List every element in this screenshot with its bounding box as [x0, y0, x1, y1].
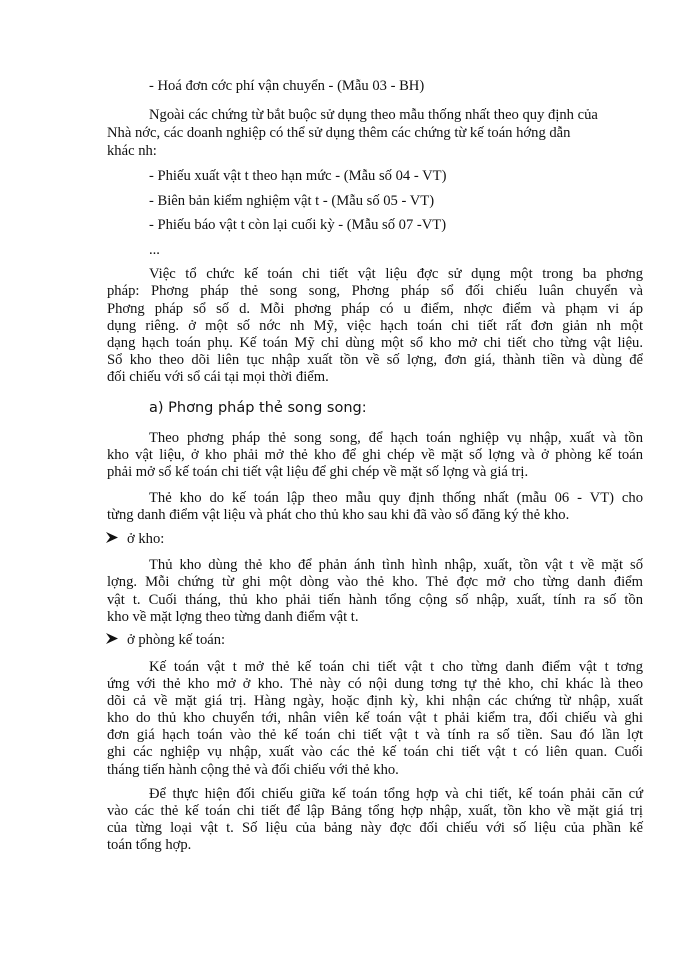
- paragraph-line: dạng hạch toán phụ. Kế toán Mỹ chỉ dùng một sổ kho mở chi tiết cho từng vật liệu.: [107, 335, 643, 351]
- ellipsis-line: ...: [149, 242, 160, 258]
- subsection-label: ở kho:: [127, 531, 165, 547]
- paragraph-line: Thẻ kho do kế toán lập theo mẫu quy định thống nhất (mẫu 06 - VT) cho: [149, 490, 643, 506]
- paragraph-line: Ngoài các chứng từ bắt buộc sử dụng theo mẫu thống nhất theo quy định của: [149, 107, 598, 123]
- paragraph-line: Theo phơng pháp thẻ song song, để hạch toán nghiệp vụ nhập, xuất và tồn: [149, 430, 643, 446]
- paragraph-line: kho do thủ kho chuyển tới, nhân viên kế toán vật t phải kiểm tra, đối chiếu và ghi: [107, 710, 643, 726]
- paragraph-line: Thủ kho dùng thẻ kho để phản ánh tình hình nhập, xuất, tồn vật t về mặt số: [149, 557, 643, 573]
- arrow-bullet-icon: [105, 632, 119, 651]
- paragraph-line: ứng với thẻ kho mở ở kho. Thẻ này có nội dung tơng tự thẻ kho, chỉ khác là theo: [107, 676, 643, 692]
- paragraph-line: dụng riêng. ở một số nớc nh Mỹ, việc hạch toán chi tiết rất đơn giản nh một: [107, 318, 643, 334]
- paragraph-line: Để thực hiện đối chiếu giữa kế toán tổng hợp và chi tiết, kế toán phải căn cứ: [149, 786, 643, 802]
- paragraph-line: Phơng pháp sổ số d. Mỗi phơng pháp có u điểm, nhợc điểm và phạm vi áp: [107, 301, 643, 317]
- paragraph-line: Kế toán vật t mở thẻ kế toán chi tiết vật t cho từng danh điểm vật t tơng: [149, 659, 643, 675]
- list-item: - Phiếu báo vật t còn lại cuối kỳ - (Mẫu số 07 -VT): [149, 217, 447, 233]
- paragraph-line: Sổ kho theo dõi liên tục nhập xuất tồn về số lợng, đơn giá, thành tiền và dùng để: [107, 352, 643, 368]
- paragraph-line: lợng. Mỗi chứng từ ghi một dòng vào thẻ kho. Thẻ đợc mở cho từng danh điểm: [107, 574, 643, 590]
- paragraph-line: kho vật liệu, ở kho phải mở thẻ kho để ghi chép về mặt số lợng và ở phòng kế toán: [107, 447, 643, 463]
- subsection-label: ở phòng kế toán:: [127, 632, 226, 648]
- paragraph-line: kho về mặt lợng theo từng danh điểm vật t.: [107, 609, 359, 625]
- paragraph-line: đơn giá hạch toán vào thẻ kế toán chi tiết vật t và tính ra số tiền. Sau đó lần lợt: [107, 727, 643, 743]
- paragraph-line: Việc tổ chức kế toán chi tiết vật liệu đợc sử dụng một trong ba phơng: [149, 266, 643, 282]
- paragraph-line: vật t. Cuối tháng, thủ kho phải tiến hành tổng cộng số nhập, xuất, tính ra số tồn: [107, 592, 643, 608]
- paragraph-line: pháp: Phơng pháp thẻ song song, Phơng pháp sổ đối chiếu luân chuyển và: [107, 283, 643, 299]
- paragraph-line: đối chiếu với sổ cái tại mọi thời điểm.: [107, 369, 329, 385]
- section-heading: a) Phơng pháp thẻ song song:: [149, 400, 367, 416]
- paragraph-line: từng danh điểm vật liệu và phát cho thủ kho sau khi đã vào sổ đăng ký thẻ kho.: [107, 507, 570, 523]
- paragraph-line: toán tổng hợp.: [107, 837, 192, 853]
- arrow-bullet-icon: [105, 531, 119, 550]
- paragraph-line: khác nh:: [107, 143, 157, 159]
- list-item: - Biên bản kiểm nghiệm vật t - (Mẫu số 05 - VT): [149, 193, 435, 209]
- list-item: - Hoá đơn cớc phí vận chuyển - (Mẫu 03 - BH): [149, 78, 425, 94]
- paragraph-line: ghi các nghiệp vụ nhập, xuất vào các thẻ kế toán chi tiết vật t có liên quan. Cuối: [107, 744, 643, 760]
- paragraph-line: tháng tiến hành cộng thẻ và đối chiếu với thẻ kho.: [107, 762, 399, 778]
- paragraph-line: phải mở sổ kế toán chi tiết vật liệu để ghi chép về mặt số lợng và giá trị.: [107, 464, 529, 480]
- paragraph-line: Nhà nớc, các doanh nghiệp có thể sử dụng thêm các chứng từ kế toán hớng dẫn: [107, 125, 571, 141]
- paragraph-line: của từng loại vật t. Số liệu của bảng này đợc đối chiếu với số liệu của phần kế: [107, 820, 643, 836]
- paragraph-line: dõi cả về mặt giá trị. Hàng ngày, hoặc định kỳ, khi nhận các chứng từ nhập, xuất: [107, 693, 643, 709]
- list-item: - Phiếu xuất vật t theo hạn mức - (Mẫu số 04 - VT): [149, 168, 447, 184]
- paragraph-line: vào các thẻ kế toán chi tiết để lập Bảng tổng hợp nhập, xuất, tồn kho về mặt giá trị: [107, 803, 643, 819]
